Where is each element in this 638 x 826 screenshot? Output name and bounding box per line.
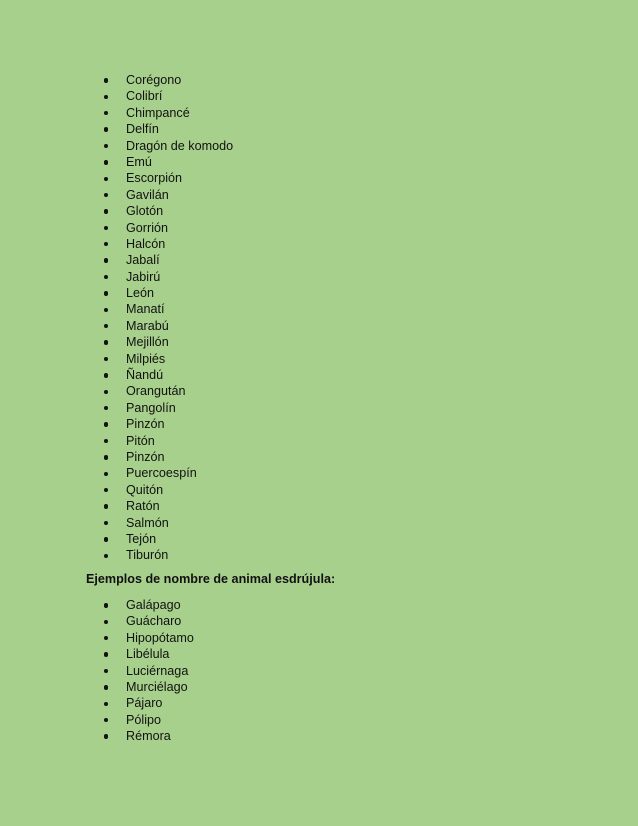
list-item-label: Colibrí bbox=[126, 89, 163, 104]
bullet-icon bbox=[104, 324, 108, 328]
list-item-label: Delfín bbox=[126, 122, 159, 137]
bullet-icon bbox=[104, 275, 108, 279]
list-item-label: Hipopótamo bbox=[126, 630, 194, 645]
list-item-label: Chimpancé bbox=[126, 105, 190, 120]
list-item-label: Jabirú bbox=[126, 269, 161, 284]
list-item-label: Halcón bbox=[126, 236, 166, 251]
bullet-icon bbox=[104, 488, 108, 492]
bullet-icon bbox=[104, 78, 108, 82]
bullet-icon bbox=[104, 242, 108, 246]
list-item-label: Pinzón bbox=[126, 449, 165, 464]
bullet-icon bbox=[104, 620, 108, 624]
bullet-icon bbox=[104, 357, 108, 361]
list-item-label: Pinzón bbox=[126, 417, 165, 432]
bullet-icon bbox=[104, 422, 108, 426]
bullet-icon bbox=[104, 537, 108, 541]
list-item-label: Luciérnaga bbox=[126, 663, 189, 678]
list-item-label: Pangolín bbox=[126, 400, 176, 415]
list-item-label: Corégono bbox=[126, 73, 182, 87]
bullet-icon bbox=[104, 554, 108, 558]
list-item-label: León bbox=[126, 286, 155, 301]
list-item-label: Jabalí bbox=[126, 253, 160, 268]
bullet-icon bbox=[104, 406, 108, 410]
bullet-icon bbox=[104, 504, 108, 508]
list-item-label: Orangután bbox=[126, 384, 186, 399]
bullet-icon bbox=[104, 95, 108, 99]
section-heading: Ejemplos de nombre de animal esdrújula: bbox=[86, 572, 336, 586]
bullet-icon bbox=[104, 439, 108, 443]
list-item-label: Gorrión bbox=[126, 220, 168, 235]
bullet-icon bbox=[104, 193, 108, 197]
list-item-label: Manatí bbox=[126, 302, 165, 317]
bullet-icon bbox=[104, 340, 108, 344]
list-item-label: Ratón bbox=[126, 499, 160, 514]
list-item-label: Emú bbox=[126, 154, 152, 169]
bullet-icon bbox=[104, 160, 108, 164]
list-item-label: Galápago bbox=[126, 598, 181, 612]
list-item-label: Quitón bbox=[126, 482, 164, 497]
bullet-icon bbox=[104, 373, 108, 377]
list-item-label: Murciélago bbox=[126, 679, 188, 694]
list-item-label: Pólipo bbox=[126, 712, 162, 727]
list-item-label: Glotón bbox=[126, 204, 164, 219]
bullet-icon bbox=[104, 209, 108, 213]
list-item-label: Guácharo bbox=[126, 614, 182, 629]
list-item-label: Tiburón bbox=[126, 548, 169, 563]
bullet-icon bbox=[104, 669, 108, 673]
bullet-icon bbox=[104, 308, 108, 312]
list-item-label: Milpiés bbox=[126, 351, 166, 366]
bullet-icon bbox=[104, 390, 108, 394]
bullet-icon bbox=[104, 521, 108, 525]
bullet-icon bbox=[104, 652, 108, 656]
bullet-icon bbox=[104, 472, 108, 476]
bullet-icon bbox=[104, 144, 108, 148]
list-item-label: Marabú bbox=[126, 318, 169, 333]
bullet-icon bbox=[104, 734, 108, 738]
bullet-icon bbox=[104, 111, 108, 115]
list-item-label: Salmón bbox=[126, 515, 169, 530]
bullet-icon bbox=[104, 258, 108, 262]
list-item-label: Pitón bbox=[126, 433, 155, 448]
bullet-icon bbox=[104, 603, 108, 607]
bullet-icon bbox=[104, 685, 108, 689]
bullet-icon bbox=[104, 718, 108, 722]
list-item-label: Gavilán bbox=[126, 187, 169, 202]
list-item-label: Dragón de komodo bbox=[126, 138, 234, 153]
list-item-label: Mejillón bbox=[126, 335, 169, 350]
bullet-icon bbox=[104, 226, 108, 230]
bullet-icon bbox=[104, 127, 108, 131]
list-item-label: Ñandú bbox=[126, 368, 164, 383]
list-item-label: Puercoespín bbox=[126, 466, 197, 481]
list-item-label: Escorpión bbox=[126, 171, 183, 186]
bullet-icon bbox=[104, 702, 108, 706]
list-item-label: Pájaro bbox=[126, 696, 163, 711]
bullet-icon bbox=[104, 636, 108, 640]
bullet-icon bbox=[104, 291, 108, 295]
bullet-icon bbox=[104, 455, 108, 459]
list-item-label: Libélula bbox=[126, 647, 170, 662]
bullet-icon bbox=[104, 177, 108, 181]
list-item-label: Rémora bbox=[126, 729, 171, 744]
list-item-label: Tejón bbox=[126, 531, 157, 546]
